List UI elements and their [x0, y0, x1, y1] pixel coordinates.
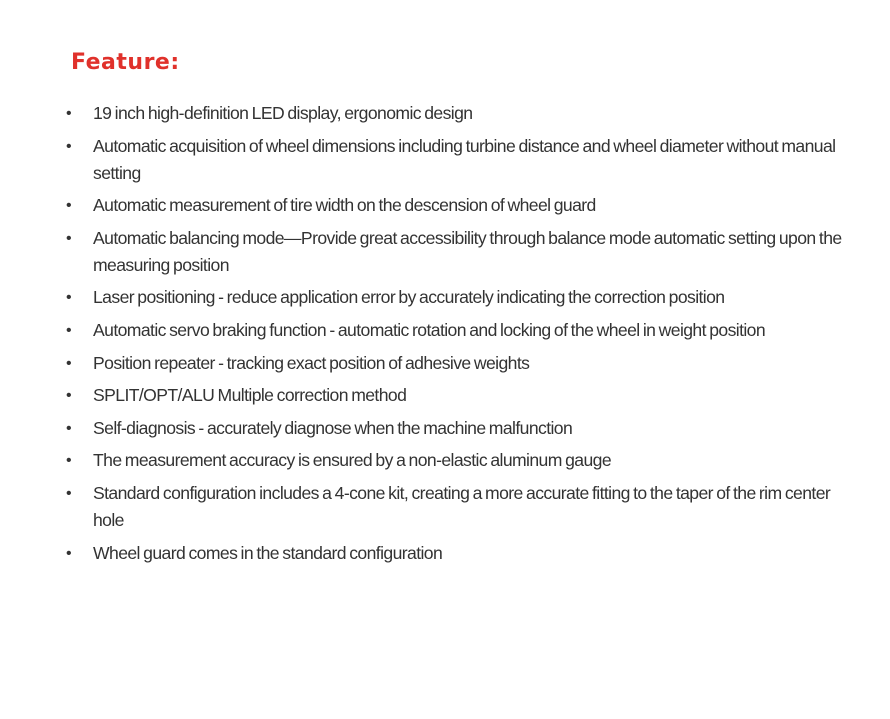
- bullet-icon: •: [66, 354, 72, 372]
- feature-text: Standard configuration includes a 4-cone kit, creating a more accurate fitting to the taper of the rim center hole: [93, 482, 831, 530]
- list-item: [66, 192, 846, 219]
- feature-text: Laser positioning - reduce application error by accurately indicating the correction position: [93, 287, 725, 308]
- feature-text: 19 inch high-definition LED display, ergonomic design: [93, 103, 473, 123]
- feature-text: Automatic acquisition of wheel dimensions including turbine distance and wheel diameter without manual setting: [93, 135, 836, 183]
- feature-list: [66, 100, 846, 572]
- list-item: [66, 100, 846, 127]
- list-item: [66, 540, 846, 567]
- list-item: [66, 133, 846, 187]
- list-item: [66, 415, 846, 442]
- bullet-icon: •: [66, 229, 72, 247]
- feature-text: Self-diagnosis - accurately diagnose when the machine malfunction: [93, 417, 573, 438]
- bullet-icon: •: [66, 387, 72, 405]
- list-item: [66, 447, 846, 474]
- feature-text: Wheel guard comes in the standard configuration: [93, 542, 443, 563]
- list-item: [66, 317, 846, 344]
- feature-text: Automatic balancing mode—Provide great accessibility through balance mode automatic setting upon the measuring position: [93, 227, 842, 275]
- bullet-icon: •: [66, 197, 72, 215]
- list-item: [66, 284, 846, 311]
- feature-heading: Feature:: [71, 50, 180, 75]
- feature-text: Automatic measurement of tire width on the descension of wheel guard: [93, 195, 596, 216]
- bullet-icon: •: [66, 452, 72, 470]
- list-item: [66, 480, 846, 534]
- bullet-icon: •: [66, 544, 72, 562]
- bullet-icon: •: [66, 484, 72, 502]
- bullet-icon: •: [66, 137, 72, 155]
- feature-text: Position repeater - tracking exact position of adhesive weights: [93, 352, 530, 373]
- feature-text: SPLIT/OPT/ALU Multiple correction method: [93, 385, 407, 406]
- list-item: [66, 382, 846, 409]
- feature-text: The measurement accuracy is ensured by a non-elastic aluminum gauge: [93, 450, 612, 471]
- bullet-icon: •: [66, 289, 72, 307]
- bullet-icon: •: [66, 419, 72, 437]
- list-item: [66, 225, 846, 279]
- bullet-icon: •: [66, 321, 72, 339]
- feature-text: Automatic servo braking function - automatic rotation and locking of the wheel in weight position: [93, 319, 766, 340]
- bullet-icon: •: [66, 105, 72, 122]
- list-item: [66, 350, 846, 377]
